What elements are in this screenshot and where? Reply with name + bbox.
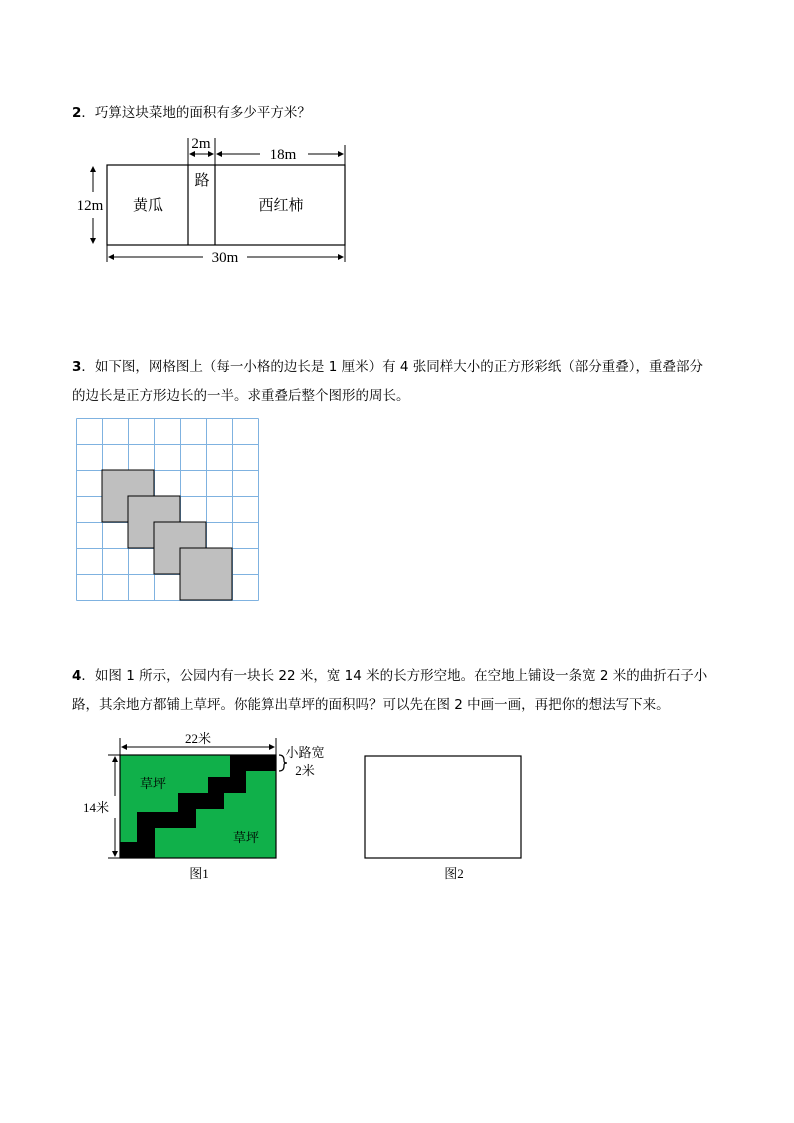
question-2-body: 巧算这块菜地的面积有多少平方米？ (94, 105, 311, 121)
blank-rectangle (365, 756, 521, 858)
label-path-width: 小路宽 (285, 745, 325, 760)
label-14m: 14米 (82, 800, 110, 815)
label-road: 路 (194, 173, 210, 189)
label-30m: 30m (211, 250, 239, 266)
label-12m: 12m (76, 198, 104, 214)
label-2m: 2m (191, 136, 211, 152)
question-4-number: 4 (72, 668, 82, 684)
question-4-line2: 路，其余地方都铺上草坪。你能算出草坪的面积吗？可以先在图 2 中画一画，再把你的想法写下来。 (72, 697, 670, 713)
question-2-number: 2 (72, 105, 82, 121)
question-3-text: 3．如下图，网格图上（每一小格的边长是 1 厘米）有 4 张同样大小的正方形彩纸（部分重叠），重叠部分 的边长是正方形边长的一半。求重叠后整个图形的周长。 (72, 353, 722, 411)
question-3-number: 3 (72, 359, 82, 375)
grid-squares-figure (76, 418, 262, 602)
question-3-line2: 的边长是正方形边长的一半。求重叠后整个图形的周长。 (72, 388, 410, 404)
vegetable-plot-figure (70, 130, 370, 270)
figure-1-caption: 图1 (189, 866, 209, 881)
question-4-line1: 如图 1 所示，公园内有一块长 22 米，宽 14 米的长方形空地。在空地上铺设一条宽 2 米的曲折石子小 (94, 668, 708, 684)
label-22m: 22米 (184, 731, 212, 746)
paper-square-4 (180, 548, 232, 600)
label-path-2m: 2米 (295, 763, 315, 778)
park-figure-1 (78, 730, 338, 890)
label-grass-1: 草坪 (139, 776, 167, 791)
label-grass-2: 草坪 (232, 830, 260, 845)
label-18m: 18m (269, 147, 297, 163)
question-4-text: 4．如图 1 所示，公园内有一块长 22 米，宽 14 米的长方形空地。在空地上铺设一条宽 2 米的曲折石子小 路，其余地方都铺上草坪。你能算出草坪的面积吗？可以先在图 2 中画一画，再把你的想法写下来。 (72, 662, 722, 720)
question-2-text: 2．巧算这块菜地的面积有多少平方米？ (72, 105, 311, 121)
label-tomato: 西红柿 (258, 198, 304, 214)
question-3-line1: 如下图，网格图上（每一小格的边长是 1 厘米）有 4 张同样大小的正方形彩纸（部分重叠），重叠部分 (94, 359, 703, 375)
label-cucumber: 黄瓜 (132, 198, 164, 214)
figure-2-caption: 图2 (444, 866, 464, 881)
park-figure-2 (360, 750, 530, 890)
